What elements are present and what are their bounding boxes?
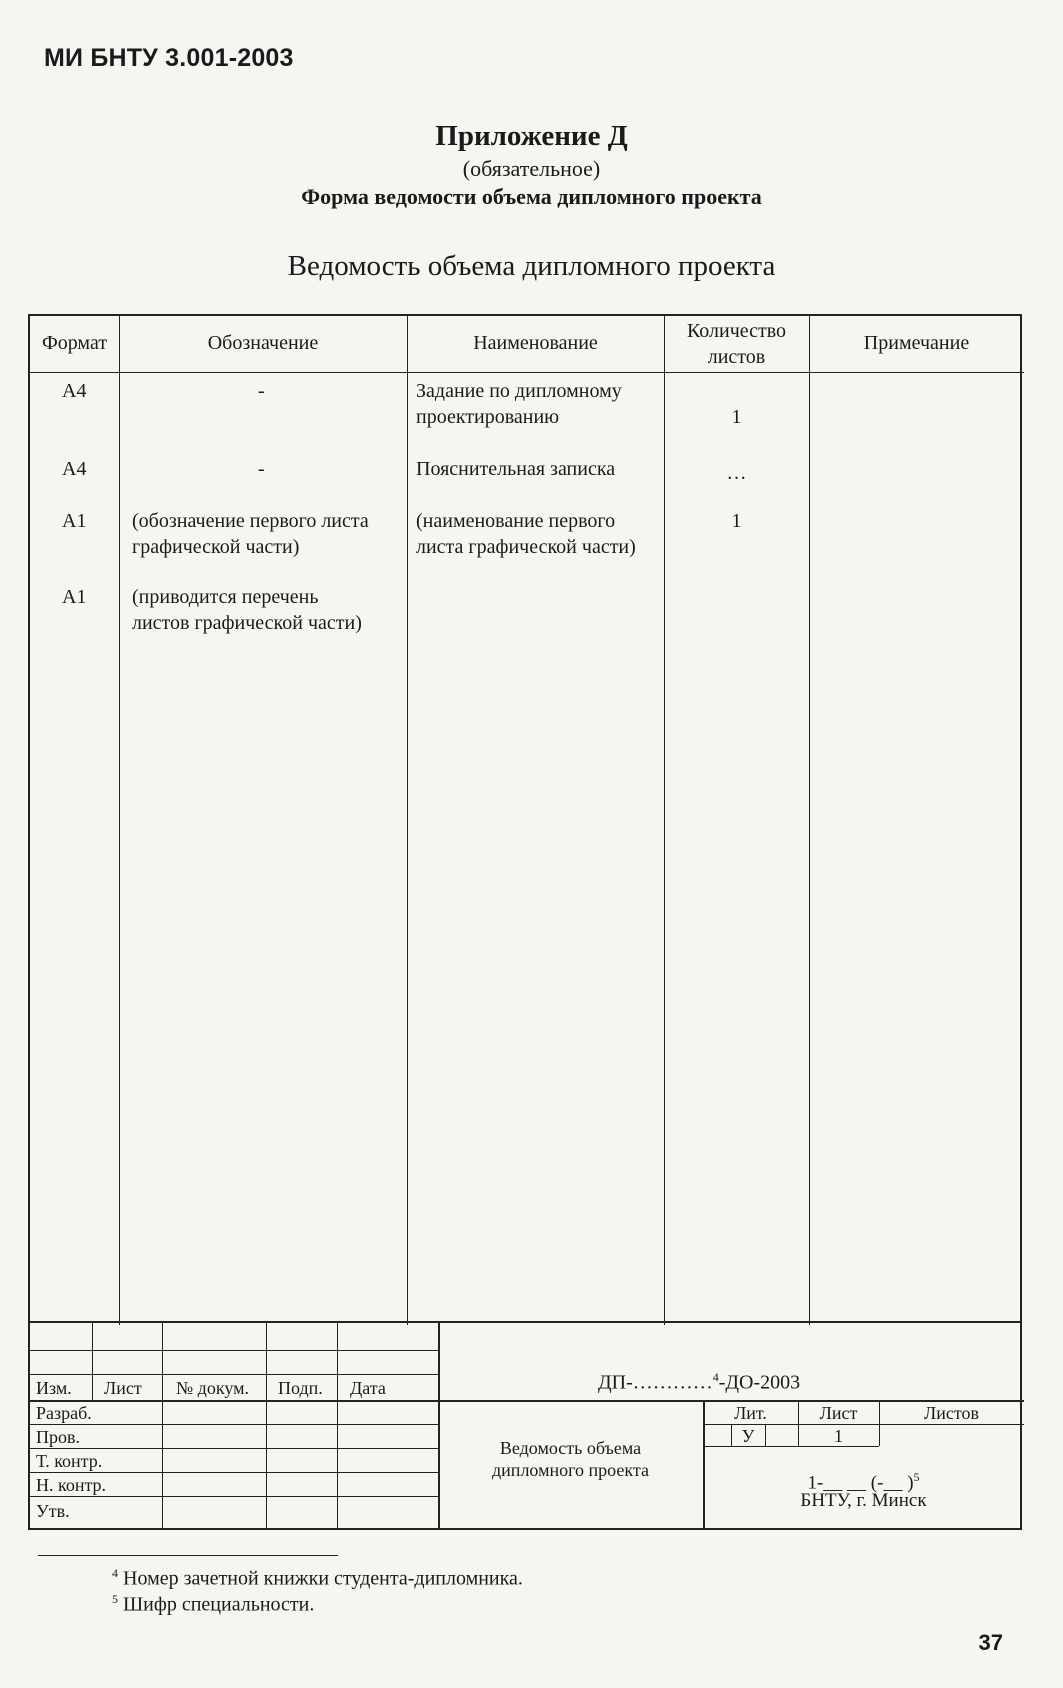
col-dokum: № докум. (176, 1378, 249, 1398)
role-prov: Пров. (36, 1427, 80, 1447)
row2-format: А4 (62, 458, 87, 480)
doc-name-line1: Ведомость объема (499, 1438, 642, 1458)
row1-format: А4 (62, 380, 87, 402)
col-podp: Подп. (278, 1378, 323, 1398)
title-block (28, 1322, 1022, 1530)
appendix-title: Приложение Д (435, 120, 628, 152)
row3-name-line2: листа графической части) (416, 536, 636, 558)
row3-count: 1 (731, 510, 742, 532)
row4-designation-line2: листов графической части) (132, 612, 362, 634)
footnote-5: $^5$ Шифр специальности. (112, 1592, 315, 1616)
col-divider (119, 316, 120, 1325)
footnote-separator (38, 1555, 338, 1556)
row2-designation: - (258, 458, 265, 480)
statement-title: Ведомость объема дипломного проекта (287, 250, 776, 282)
header-format: Формат (41, 332, 108, 354)
header-name: Наименование (473, 332, 598, 354)
row1-name-line1: Задание по дипломному (416, 380, 622, 402)
role-nkontr: Н. контр. (36, 1475, 107, 1495)
row3-name-line1: (наименование первого (416, 510, 616, 532)
header-divider (30, 372, 1024, 373)
col-izm: Изм. (36, 1378, 72, 1398)
sheet-label: Лист (819, 1403, 858, 1423)
col-list: Лист (104, 1378, 142, 1398)
col-data: Дата (350, 1378, 386, 1398)
sheet-value: 1 (834, 1426, 843, 1446)
role-razrab: Разраб. (36, 1403, 92, 1423)
project-code: ДП-…………$^4$-ДО-2003 (598, 1370, 801, 1394)
row4-format: А1 (62, 586, 87, 608)
header-note: Примечание (863, 332, 970, 354)
row1-name-line2: проектированию (416, 406, 560, 428)
header-count-line1: Количество (686, 320, 787, 342)
row3-designation-line2: графической части) (132, 536, 300, 558)
row2-name: Пояснительная записка (416, 458, 616, 480)
group-code: 1-__ __ (-__ )$^5$ (807, 1470, 920, 1494)
page-number: 37 (978, 1630, 1003, 1655)
lit-label: Лит. (734, 1403, 767, 1423)
col-divider (809, 316, 810, 1325)
header-count-line2: листов (707, 346, 766, 368)
statement-table (28, 314, 1022, 1323)
role-utv: Утв. (36, 1501, 70, 1521)
row3-designation-line1: (обозначение первого листа (132, 510, 369, 532)
row3-format: А1 (62, 510, 87, 532)
row1-count: 1 (731, 406, 742, 428)
organization: БНТУ, г. Минск (800, 1490, 927, 1511)
col-divider (407, 316, 408, 1325)
sheets-label: Листов (924, 1403, 979, 1423)
appendix-status: (обязательное) (462, 156, 601, 181)
doc-name-line2: дипломного проекта (492, 1460, 649, 1480)
lit-value: У (741, 1426, 755, 1446)
footnote-4: $^4$ Номер зачетной книжки студента-дипломника. (112, 1566, 523, 1590)
appendix-form-title: Форма ведомости объема дипломного проекта (301, 184, 762, 209)
document-code-header: МИ БНТУ 3.001-2003 (44, 44, 294, 72)
header-designation: Обозначение (207, 332, 319, 354)
row2-count: … (726, 462, 747, 484)
role-tkontr: Т. контр. (36, 1451, 103, 1471)
row4-designation-line1: (приводится перечень (132, 586, 319, 608)
row1-designation: - (258, 380, 265, 402)
